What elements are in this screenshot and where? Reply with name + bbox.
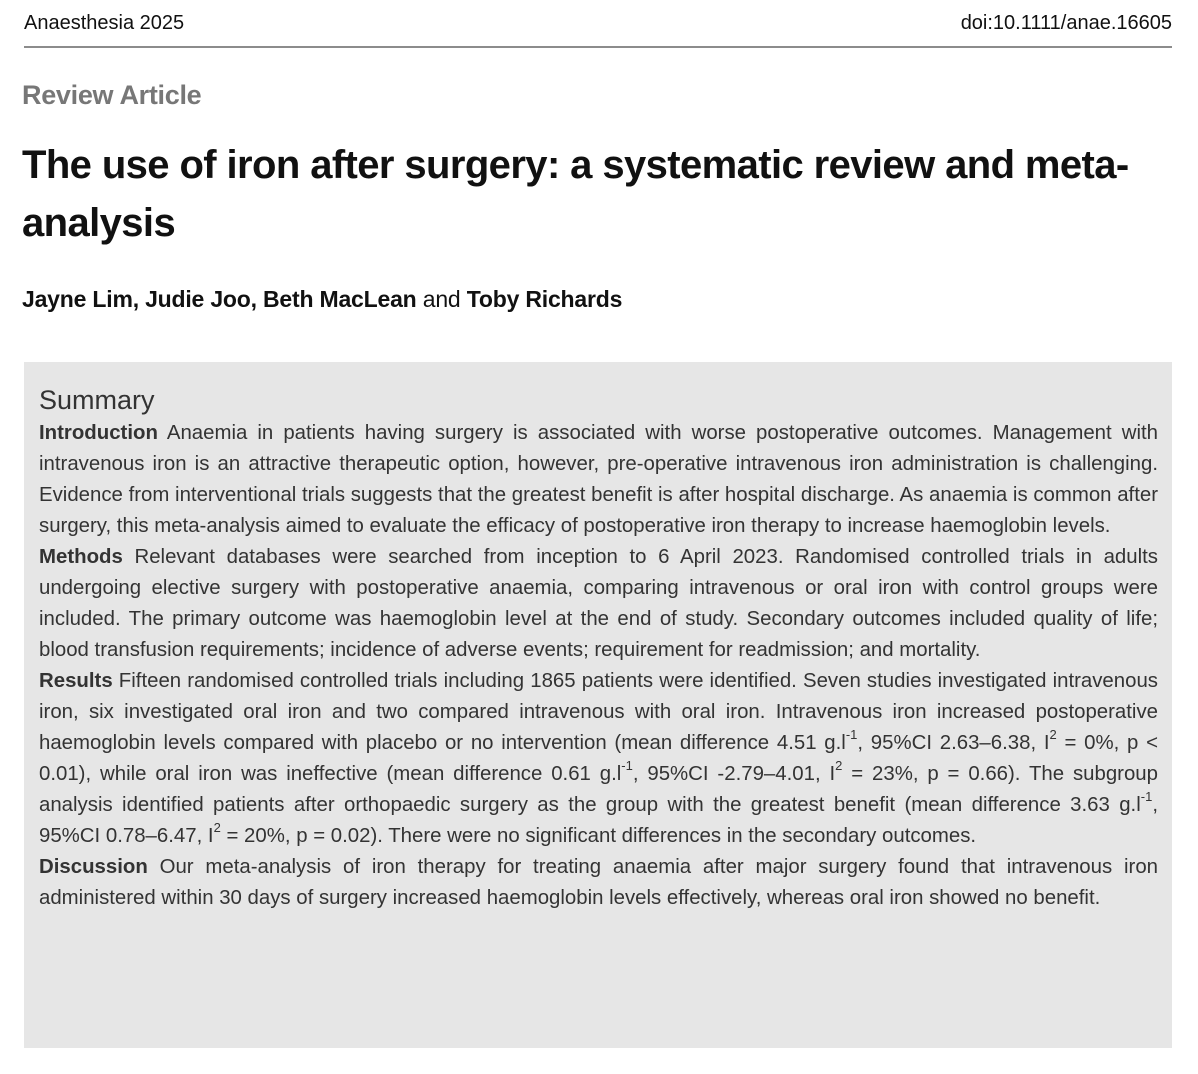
results-text-4: , 95%CI -2.79–4.01, I: [632, 763, 836, 785]
running-header: [24, 12, 1172, 48]
introduction-label: Introduction: [39, 422, 158, 444]
author-conjunction: and: [422, 286, 461, 312]
summary-methods: [39, 542, 1158, 666]
results-text-5: = 23%, p = 0.66). The subgroup analysis identified patients after orthopaedic surgery as the group with the greatest benefit (mean difference 3.63 g.l: [39, 763, 1158, 816]
results-sup-1: -1: [845, 727, 858, 743]
results-sup-6: 2: [213, 820, 221, 836]
author-names: Jayne Lim, Judie Joo, Beth MacLean: [22, 286, 417, 312]
results-sup-3: -1: [621, 758, 633, 774]
results-sup-4: 2: [835, 758, 843, 774]
doi[interactable]: doi:10.1111/anae.16605: [960, 12, 1172, 34]
results-sup-2: 2: [1049, 727, 1057, 743]
last-author: Toby Richards: [466, 286, 623, 312]
author-list: [22, 286, 622, 313]
results-sup-5: -1: [1140, 789, 1153, 805]
article-type: Review Article: [22, 80, 202, 110]
summary-introduction: [39, 418, 1158, 542]
methods-label: Methods: [39, 546, 123, 568]
summary-box: [24, 362, 1172, 1048]
results-label: Results: [39, 670, 113, 692]
discussion-label: Discussion: [39, 856, 148, 878]
results-text-2: , 95%CI 2.63–6.38, I: [857, 732, 1050, 754]
results-text-6: , 95%CI 0.78–6.47, I: [39, 794, 1158, 847]
summary-discussion: [39, 852, 1158, 914]
results-text-1: Fifteen randomised controlled trials including 1865 patients were identified. Seven studies investigated intravenous iron, six investigated oral iron and two compared intravenous with oral iron. Intravenous iron increased postoperative haemoglobin levels compared with placebo or no intervention (mean difference 4.51 g.l: [39, 670, 1158, 754]
methods-text: Relevant databases were searched from inception to 6 April 2023. Randomised controlled trials in adults undergoing elective surgery with postoperative anaemia, comparing intravenous or oral iron with control groups were included. The primary outcome was haemoglobin level at the end of study. Secondary outcomes included quality of life; blood transfusion requirements; incidence of adverse events; requirement for readmission; and mortality.: [39, 546, 1158, 661]
introduction-text: Anaemia in patients having surgery is associated with worse postoperative outcomes. Management with intravenous iron is an attractive therapeutic option, however, pre-operative intravenous iron administration is challenging. Evidence from interventional trials suggests that the greatest benefit is after hospital discharge. As anaemia is common after surgery, this meta-analysis aimed to evaluate the efficacy of postoperative iron therapy to increase haemoglobin levels.: [39, 422, 1158, 537]
results-text-3: = 0%, p < 0.01), while oral iron was ineffective (mean difference 0.61 g.l: [39, 732, 1159, 785]
discussion-text: Our meta-analysis of iron therapy for treating anaemia after major surgery found that intravenous iron administered within 30 days of surgery increased haemoglobin levels effectively, whereas oral iron showed no benefit.: [39, 856, 1158, 909]
journal-name: Anaesthesia 2025: [24, 12, 185, 34]
summary-results: [39, 666, 1158, 852]
summary-heading: Summary: [39, 385, 155, 415]
results-text-7: = 20%, p = 0.02). There were no significant differences in the secondary outcomes.: [220, 825, 977, 847]
article-title: The use of iron after surgery: a systematic review and meta-analysis: [22, 143, 1129, 245]
